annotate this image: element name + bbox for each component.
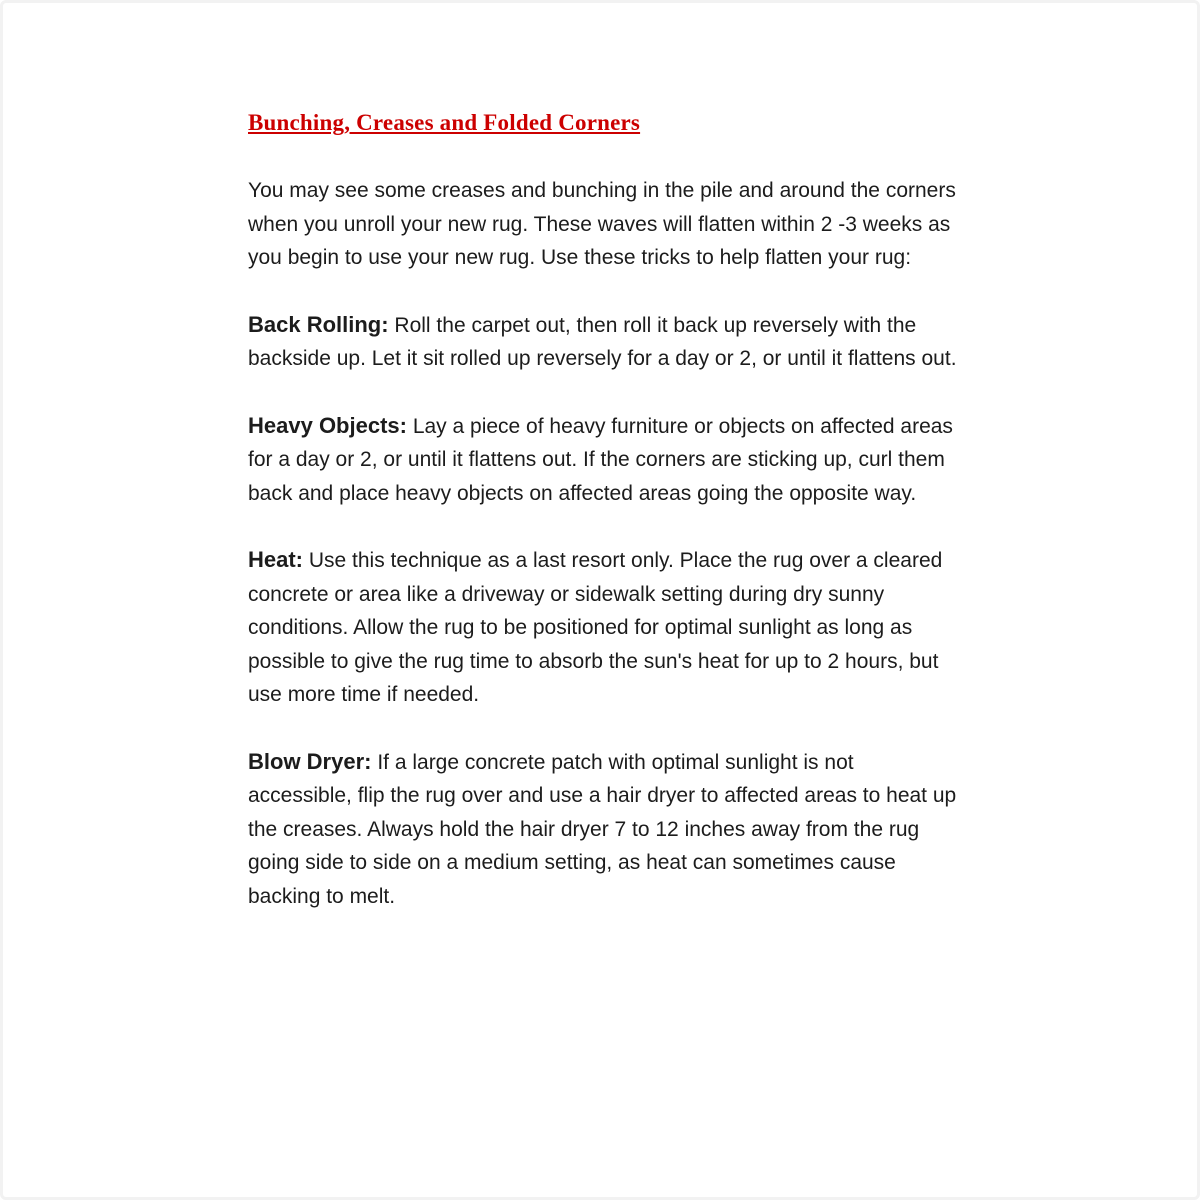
section-heavy-objects: [248, 409, 960, 511]
document-page: [248, 110, 960, 946]
section-heat-text: Use this technique as a last resort only. Place the rug over a cleared concrete or area like a driveway or sidewalk setting during dry sunny conditions. Allow the rug to be positioned for optimal sunlight as long as possible to give the rug time to absorb the sun's heat for up to 2 hours, but use more time if needed.: [248, 549, 943, 706]
page-title: Bunching, Creases and Folded Corners: [248, 110, 641, 135]
section-back-rolling-text: Roll the carpet out, then roll it back up reversely with the backside up. Let it sit rolled up reversely for a day or 2, or until it flattens out.: [248, 313, 957, 370]
intro-paragraph: You may see some creases and bunching in the pile and around the corners when you unroll your new rug. These waves will flatten within 2 -3 weeks as you begin to use your new rug. Use these tricks to help flatten your rug:: [248, 179, 956, 269]
section-heavy-objects-label: Heavy Objects:: [248, 412, 407, 438]
section-heat-label: Heat:: [248, 547, 304, 572]
section-back-rolling-label: Back Rolling:: [248, 311, 389, 337]
section-blow-dryer-label: Blow Dryer:: [248, 748, 372, 774]
section-back-rolling: [248, 308, 960, 376]
section-blow-dryer-text: If a large concrete patch with optimal sunlight is not accessible, flip the rug over and use a hair dryer to affected areas to heat up the creases. Always hold the hair dryer 7 to 12 inches away from the rug going side to side on a medium setting, as heat can sometimes cause backing to melt.: [248, 750, 957, 908]
section-heavy-objects-text: Lay a piece of heavy furniture or objects on affected areas for a day or 2, or until it flattens out. If the corners are sticking up, curl them back and place heavy objects on affected areas going the opposite way.: [248, 414, 953, 505]
section-blow-dryer: [248, 745, 960, 914]
section-heat: [248, 543, 960, 712]
